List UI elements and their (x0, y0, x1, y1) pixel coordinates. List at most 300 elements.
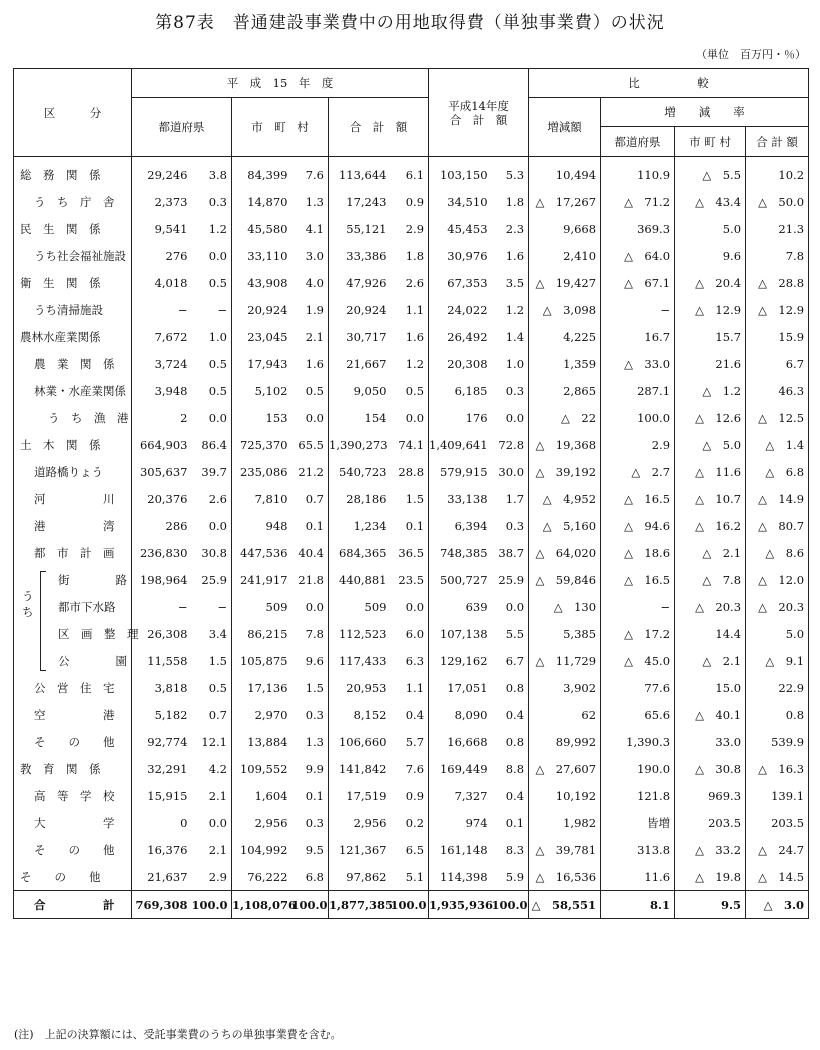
cell-rt: △ 16.3 (758, 761, 805, 776)
cell-rm: △ 5.0 (675, 431, 746, 458)
cell-tv: 17,243 (346, 194, 387, 209)
cell-rp: 313.8 (601, 836, 675, 863)
row-label (14, 215, 132, 242)
cell-mv: 23,045 (247, 329, 288, 344)
row-label-text: 農林水産業関係 (20, 329, 101, 344)
cell-tp: 0.4 (391, 701, 429, 728)
cell-h14v: 579,915 (439, 464, 488, 479)
cell-pp: 0.0 (192, 809, 232, 836)
cell-tp: 6.0 (391, 620, 429, 647)
cell-pp: 86.4 (192, 431, 232, 458)
cell-rt: 7.8 (785, 248, 805, 263)
cell-h14v: 748,385 (439, 545, 488, 560)
cell-mp: 3.0 (292, 242, 329, 269)
cell-mp: 2.1 (292, 323, 329, 350)
cell-mp: 1.5 (292, 674, 329, 701)
cell-rp: △ 45.0 (601, 647, 675, 674)
cell-cd: △ 17,267 (529, 188, 601, 215)
cell-cd: 4,225 (529, 323, 601, 350)
table-row (14, 782, 809, 809)
cell-mp: 6.8 (292, 863, 329, 891)
cell-rt: △ 12.9 (758, 302, 805, 317)
cell-rm: △ 12.6 (675, 404, 746, 431)
cell-mv: 509 (265, 599, 288, 614)
table-row (14, 350, 809, 377)
cell-rt: △ 9.1 (765, 653, 805, 668)
cell-pp: 0.3 (192, 188, 232, 215)
row-label-text: うち社会福祉施設 (34, 248, 126, 263)
cell-cd: △ 64,020 (529, 539, 601, 566)
row-label (14, 863, 132, 891)
cell-tv: 30,717 (346, 329, 387, 344)
cell-mp: 0.7 (292, 485, 329, 512)
cell-mp: 21.8 (292, 566, 329, 593)
cell-rm: 969.3 (675, 782, 746, 809)
cell-mp: 7.6 (292, 157, 329, 189)
cell-rm: 203.5 (675, 809, 746, 836)
cell-rm: △ 12.9 (675, 296, 746, 323)
cell-rm: △ 2.1 (675, 539, 746, 566)
cell-h14v: 33,138 (447, 491, 488, 506)
row-label (14, 755, 132, 782)
cell-mv: 84,399 (247, 167, 288, 182)
cell-pv: 3,818 (154, 680, 188, 695)
cell-tv: 509 (364, 599, 387, 614)
cell-h14v: 24,022 (447, 302, 488, 317)
cell-h14v: 7,327 (454, 788, 488, 803)
table-row (14, 539, 809, 566)
cell-h14p: 0.8 (492, 728, 529, 755)
row-label (14, 701, 132, 728)
row-label-text: 公 営 住 宅 (34, 680, 115, 695)
row-label-text: 教 育 関 係 (20, 761, 101, 776)
cell-tp: 0.5 (391, 377, 429, 404)
cell-cd: 62 (529, 701, 601, 728)
cell-pp: 30.8 (192, 539, 232, 566)
cell-rp: 121.8 (601, 782, 675, 809)
cell-rp: 1,390.3 (601, 728, 675, 755)
table-row (14, 377, 809, 404)
cell-rp: △ 64.0 (601, 242, 675, 269)
cell-cd: 89,992 (529, 728, 601, 755)
row-label (14, 323, 132, 350)
cell-rm: 9.6 (675, 242, 746, 269)
cell-mv: 17,943 (247, 356, 288, 371)
cell-mv: 105,875 (239, 653, 288, 668)
table-row (14, 593, 809, 620)
cell-h14v: 103,150 (439, 167, 488, 182)
cell-tp: 6.3 (391, 647, 429, 674)
cell-h14v: 8,090 (454, 707, 488, 722)
cell-rp: △ 71.2 (601, 188, 675, 215)
header-h14: 平成14年度 合 計 額 (429, 69, 529, 157)
row-label (14, 242, 132, 269)
row-label (14, 404, 132, 431)
row-label (14, 431, 132, 458)
cell-rp: − (601, 296, 675, 323)
cell-mv: 235,086 (239, 464, 288, 479)
cell-pv: 236,830 (139, 545, 188, 560)
cell-mp: 0.1 (292, 782, 329, 809)
cell-pv: 198,964 (139, 572, 188, 587)
cell-h14v: 30,976 (447, 248, 488, 263)
cell-rt: 539.9 (771, 734, 805, 749)
cell-mv: 5,102 (254, 383, 288, 398)
cell-h14p: 6.7 (492, 647, 529, 674)
table-row (14, 431, 809, 458)
cell-mv: 241,917 (239, 572, 288, 587)
cell-h14v: 1,935,936 (429, 891, 492, 919)
cell-pp: 0.0 (192, 512, 232, 539)
cell-cd: △ 5,160 (529, 512, 601, 539)
cell-rp: 287.1 (601, 377, 675, 404)
cell-pv: − (177, 302, 188, 317)
cell-rp: 190.0 (601, 755, 675, 782)
cell-pv: 276 (165, 248, 188, 263)
cell-mv: 153 (265, 410, 288, 425)
cell-tp: 6.1 (391, 157, 429, 189)
cell-cd: △ 4,952 (529, 485, 601, 512)
cell-rp: △ 16.5 (601, 566, 675, 593)
cell-cd: 1,359 (529, 350, 601, 377)
cell-rm: △ 30.8 (675, 755, 746, 782)
cell-h14p: 5.9 (492, 863, 529, 891)
cell-tv: 440,881 (338, 572, 387, 587)
cell-rt: △ 14.9 (758, 491, 805, 506)
cell-cd: △ 130 (529, 593, 601, 620)
cell-rm: 15.7 (675, 323, 746, 350)
cell-h14v: 26,492 (447, 329, 488, 344)
cell-rt: △ 12.5 (758, 410, 805, 425)
cell-tp: 1.1 (391, 674, 429, 701)
uchi-bracket (40, 571, 46, 671)
uchi-bracket-label: う ち (22, 589, 34, 619)
cell-rt: △ 6.8 (765, 464, 805, 479)
cell-rt: △ 80.7 (758, 518, 805, 533)
cell-rm: 21.6 (675, 350, 746, 377)
cell-mp: 1.3 (292, 188, 329, 215)
cell-pp: − (192, 296, 232, 323)
cell-mp: 65.5 (292, 431, 329, 458)
table-row (14, 674, 809, 701)
cell-cd: 10,494 (529, 157, 601, 189)
cell-tp: 6.5 (391, 836, 429, 863)
cell-pp: 0.5 (192, 674, 232, 701)
cell-mp: 4.0 (292, 269, 329, 296)
cell-h14v: 129,162 (439, 653, 488, 668)
cell-rp: 16.7 (601, 323, 675, 350)
cell-mp: 9.5 (292, 836, 329, 863)
cell-rt: 5.0 (785, 626, 805, 641)
row-label-text: 道路橋りょう (34, 464, 103, 479)
cell-rm: 33.0 (675, 728, 746, 755)
cell-rp: − (601, 593, 675, 620)
row-label-text: 衛 生 関 係 (20, 275, 101, 290)
cell-h14p: 3.5 (492, 269, 529, 296)
row-label-text: 大 学 (34, 815, 115, 830)
cell-tp: 36.5 (391, 539, 429, 566)
table-row (14, 458, 809, 485)
cell-cd: 3,902 (529, 674, 601, 701)
cell-tp: 7.6 (391, 755, 429, 782)
cell-pp: 12.1 (192, 728, 232, 755)
cell-pv: 664,903 (139, 437, 188, 452)
cell-pv: 29,246 (147, 167, 188, 182)
cell-rt: △ 3.0 (746, 891, 809, 919)
cell-tp: 23.5 (391, 566, 429, 593)
cell-rt: 21.3 (778, 221, 805, 236)
cell-tv: 684,365 (338, 545, 387, 560)
cell-tp: 0.1 (391, 512, 429, 539)
cell-rp: 65.6 (601, 701, 675, 728)
cell-mv: 447,536 (239, 545, 288, 560)
cell-mp: 40.4 (292, 539, 329, 566)
cell-mp: 0.1 (292, 512, 329, 539)
row-label-text: 民 生 関 係 (20, 221, 101, 236)
table-row (14, 809, 809, 836)
cell-mv: 1,108,076 (232, 891, 292, 919)
cell-mp: 0.5 (292, 377, 329, 404)
cell-rp: 77.6 (601, 674, 675, 701)
footnote: (注) 上記の決算額には、受託事業費のうちの単独事業費を含む。 (14, 1028, 342, 1041)
cell-tv: 55,121 (346, 221, 387, 236)
cell-rm: △ 5.5 (675, 157, 746, 189)
row-label-text: う ち 漁 港 (48, 410, 129, 425)
cell-cd: △ 11,729 (529, 647, 601, 674)
cell-pp: 0.0 (192, 404, 232, 431)
cell-rt: △ 28.8 (758, 275, 805, 290)
cell-pp: 0.5 (192, 269, 232, 296)
row-label (14, 157, 132, 189)
cell-h14p: 1.2 (492, 296, 529, 323)
cell-mp: 7.8 (292, 620, 329, 647)
cell-pv: 3,948 (154, 383, 188, 398)
cell-mp: 9.9 (292, 755, 329, 782)
table-row (14, 296, 809, 323)
cell-pv: 16,376 (147, 842, 188, 857)
row-label-text: 港 湾 (34, 518, 115, 533)
cell-tv: 540,723 (338, 464, 387, 479)
cell-mp: 0.3 (292, 809, 329, 836)
cell-pv: 286 (165, 518, 188, 533)
table-row (14, 836, 809, 863)
cell-rp: △ 2.7 (601, 458, 675, 485)
row-label-text: 公 園 (58, 653, 127, 668)
row-label-text: うち清掃施設 (34, 302, 103, 317)
cell-tp: 1.2 (391, 350, 429, 377)
row-label (14, 674, 132, 701)
cell-mv: 2,956 (254, 815, 288, 830)
row-label (14, 539, 132, 566)
cell-rp: △ 16.5 (601, 485, 675, 512)
cell-rm: △ 10.7 (675, 485, 746, 512)
cell-h14p: 0.4 (492, 701, 529, 728)
cell-h14v: 500,727 (439, 572, 488, 587)
cell-mp: 1.9 (292, 296, 329, 323)
land-acquisition-table (13, 68, 809, 919)
cell-rp: 110.9 (601, 157, 675, 189)
cell-mp: 4.1 (292, 215, 329, 242)
cell-mv: 17,136 (247, 680, 288, 695)
cell-rt: △ 50.0 (758, 194, 805, 209)
cell-pp: 2.6 (192, 485, 232, 512)
cell-rp: △ 94.6 (601, 512, 675, 539)
cell-cd: △ 19,427 (529, 269, 601, 296)
cell-pv: 4,018 (154, 275, 188, 290)
row-label-text: 林業・水産業関係 (34, 383, 126, 398)
table-row (14, 701, 809, 728)
row-label-text: そ の 他 (34, 734, 115, 749)
row-label-text: 都市下水路 (58, 599, 116, 614)
cell-h14p: 25.9 (492, 566, 529, 593)
cell-h14p: 2.3 (492, 215, 529, 242)
row-label-text: 街 路 (58, 572, 127, 587)
cell-rm: 5.0 (675, 215, 746, 242)
cell-mp: 100.0 (292, 891, 329, 919)
header-compare: 比 較 (529, 69, 809, 98)
cell-pp: 1.5 (192, 647, 232, 674)
cell-pp: 4.2 (192, 755, 232, 782)
cell-pp: 0.0 (192, 242, 232, 269)
cell-mv: 7,810 (254, 491, 288, 506)
cell-rm: △ 43.4 (675, 188, 746, 215)
cell-rm: △ 1.2 (675, 377, 746, 404)
cell-tp: 1.5 (391, 485, 429, 512)
cell-h14p: 1.4 (492, 323, 529, 350)
cell-tp: 5.1 (391, 863, 429, 891)
cell-rm: 9.5 (675, 891, 746, 919)
table-row (14, 620, 809, 647)
cell-rm: 14.4 (675, 620, 746, 647)
cell-tv: 47,926 (346, 275, 387, 290)
cell-rm: △ 11.6 (675, 458, 746, 485)
cell-mp: 9.6 (292, 647, 329, 674)
header-prefecture: 都道府県 (132, 98, 232, 157)
cell-rm: 15.0 (675, 674, 746, 701)
cell-tv: 17,519 (346, 788, 387, 803)
row-label-text: 高 等 学 校 (34, 788, 115, 803)
cell-pp: − (192, 593, 232, 620)
table-row (14, 404, 809, 431)
cell-cd: △ 16,536 (529, 863, 601, 891)
cell-h14v: 45,453 (447, 221, 488, 236)
cell-rm: △ 19.8 (675, 863, 746, 891)
cell-cd: 2,865 (529, 377, 601, 404)
cell-tp: 1.6 (391, 323, 429, 350)
cell-rm: △ 33.2 (675, 836, 746, 863)
header-total: 合 計 額 (329, 98, 429, 157)
cell-mv: 104,992 (239, 842, 288, 857)
cell-tv: 8,152 (353, 707, 387, 722)
cell-mv: 109,552 (239, 761, 288, 776)
cell-h14v: 6,394 (454, 518, 488, 533)
cell-mv: 725,370 (239, 437, 288, 452)
cell-pp: 2.1 (192, 836, 232, 863)
table-row (14, 566, 809, 593)
table-row (14, 485, 809, 512)
cell-mv: 14,870 (247, 194, 288, 209)
cell-tp: 5.7 (391, 728, 429, 755)
cell-h14p: 1.0 (492, 350, 529, 377)
cell-h14v: 107,138 (439, 626, 488, 641)
row-label (14, 809, 132, 836)
cell-tp: 100.0 (391, 891, 429, 919)
cell-pv: 0 (180, 815, 188, 830)
cell-h14p: 0.8 (492, 674, 529, 701)
cell-h14p: 30.0 (492, 458, 529, 485)
cell-tv: 113,644 (338, 167, 387, 182)
table-row (14, 647, 809, 674)
cell-mp: 0.0 (292, 593, 329, 620)
cell-mv: 2,970 (254, 707, 288, 722)
cell-cd: 2,410 (529, 242, 601, 269)
cell-h14p: 5.3 (492, 157, 529, 189)
header-kubun: 区 分 (14, 69, 132, 157)
cell-mv: 948 (265, 518, 288, 533)
cell-pp: 2.1 (192, 782, 232, 809)
table-row (14, 863, 809, 891)
cell-rt: 15.9 (778, 329, 805, 344)
cell-rt: 46.3 (778, 383, 805, 398)
cell-tp: 0.0 (391, 404, 429, 431)
cell-cd: 10,192 (529, 782, 601, 809)
row-label-text: 総 務 関 係 (20, 167, 101, 182)
row-label (14, 377, 132, 404)
cell-h14v: 34,510 (447, 194, 488, 209)
table-row (14, 728, 809, 755)
row-label (14, 647, 132, 674)
cell-h14v: 639 (465, 599, 488, 614)
cell-h14p: 0.3 (492, 512, 529, 539)
cell-h14v: 114,398 (439, 869, 488, 884)
cell-mv: 33,110 (247, 248, 288, 263)
cell-h14v: 67,353 (447, 275, 488, 290)
table-row (14, 242, 809, 269)
cell-h14v: 17,051 (447, 680, 488, 695)
cell-h14p: 0.3 (492, 377, 529, 404)
cell-pp: 1.0 (192, 323, 232, 350)
cell-mv: 45,580 (247, 221, 288, 236)
cell-rp: △ 17.2 (601, 620, 675, 647)
cell-rp: 11.6 (601, 863, 675, 891)
cell-pv: 11,558 (147, 653, 188, 668)
cell-mp: 0.0 (292, 404, 329, 431)
cell-rp: 369.3 (601, 215, 675, 242)
cell-pv: 15,915 (147, 788, 188, 803)
header-h15: 平 成 15 年 度 (132, 69, 429, 98)
cell-pv: 2,373 (154, 194, 188, 209)
row-label (14, 620, 139, 647)
cell-pv: 26,308 (147, 626, 188, 641)
cell-rt: △ 1.4 (765, 437, 805, 452)
header-rate-total: 合 計 額 (746, 127, 809, 157)
cell-tp: 0.9 (391, 188, 429, 215)
cell-tv: 154 (364, 410, 387, 425)
cell-rm: △ 2.1 (675, 647, 746, 674)
row-label (14, 350, 132, 377)
cell-h14p: 1.7 (492, 485, 529, 512)
cell-cd: △ 58,551 (529, 891, 601, 919)
cell-tv: 20,924 (346, 302, 387, 317)
cell-cd: △ 19,368 (529, 431, 601, 458)
row-label-text: う ち 庁 舎 (34, 194, 115, 209)
cell-h14p: 8.3 (492, 836, 529, 863)
cell-rt: △ 24.7 (758, 842, 805, 857)
cell-h14v: 169,449 (439, 761, 488, 776)
cell-h14v: 974 (465, 815, 488, 830)
cell-h14p: 38.7 (492, 539, 529, 566)
row-label-text: 区 画 整 理 (58, 626, 139, 641)
